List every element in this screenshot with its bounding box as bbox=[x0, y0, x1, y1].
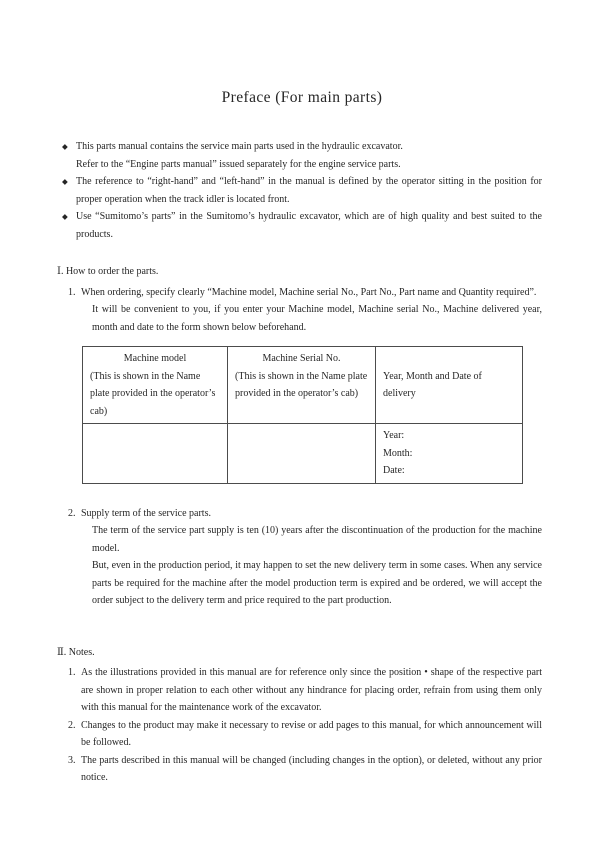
section-2-heading: Ⅱ. Notes. bbox=[57, 646, 95, 658]
section-how-to-order bbox=[57, 263, 542, 610]
item-text-block bbox=[81, 717, 542, 752]
page-title: Preface (For main parts) bbox=[221, 89, 383, 106]
item-paragraph: Changes to the product may make it necessary to revise or add pages to this manual, for which announcement will be followed. bbox=[81, 719, 542, 748]
item-paragraph: The term of the service part supply is ten (10) years after the discontinuation of the production for the machine model. bbox=[92, 525, 542, 554]
bullet-text-block bbox=[76, 173, 542, 208]
bullet-text-block bbox=[76, 208, 542, 243]
order-item-1 bbox=[68, 284, 542, 337]
table-entry-row bbox=[83, 424, 523, 484]
date-label: Date: bbox=[383, 465, 405, 476]
item-number: 2. bbox=[68, 507, 76, 519]
item-paragraph: The parts described in this manual will be changed (including changes in the option), or deleted, without any prior notice. bbox=[81, 754, 542, 783]
diamond-bullet-icon: ◆ bbox=[62, 142, 68, 151]
order-item-2 bbox=[68, 505, 542, 610]
note-item-2 bbox=[68, 717, 542, 752]
month-label: Month: bbox=[383, 447, 413, 459]
item-text-block bbox=[81, 505, 542, 610]
delivery-entry-cell[interactable] bbox=[376, 424, 523, 484]
bullet-paragraph: The reference to “right-hand” and “left-hand” in the manual is defined by the operator sitting in the position for proper operation when the track idler is located front. bbox=[76, 176, 542, 205]
header-machine-model bbox=[83, 347, 228, 424]
diamond-bullet-icon: ◆ bbox=[62, 212, 68, 221]
item-number: 2. bbox=[68, 719, 76, 731]
item-text-block bbox=[81, 664, 542, 717]
section-notes bbox=[57, 644, 542, 787]
header-machine-serial bbox=[228, 347, 376, 424]
cell-title: Year, Month and Date of delivery bbox=[383, 370, 482, 399]
note-item-1 bbox=[68, 664, 542, 717]
bullet-paragraph: Use “Sumitomo’s parts” in the Sumitomo’s hydraulic excavator, which are of high quality and best suited to the products. bbox=[76, 211, 542, 240]
note-item-3 bbox=[68, 752, 542, 787]
item-paragraph: But, even in the production period, it may happen to set the new delivery term in some cases. When any service parts be required for the machine after the model production term is expired and be ordered, we will accept the order subject to the delivery term and price required to the part production. bbox=[92, 560, 542, 606]
machine-model-entry-cell[interactable] bbox=[83, 424, 228, 484]
cell-note: (This is shown in the Name plate provided in the operator’s cab) bbox=[235, 370, 368, 399]
cell-note: (This is shown in the Name plate provided in the operator’s cab) bbox=[90, 370, 216, 417]
item-paragraph: Supply term of the service parts. bbox=[81, 507, 211, 519]
preface-bullet-list bbox=[62, 138, 542, 243]
bullet-paragraph: This parts manual contains the service main parts used in the hydraulic excavator. bbox=[76, 141, 403, 152]
item-number: 3. bbox=[68, 754, 76, 766]
item-text-block bbox=[81, 752, 542, 787]
item-paragraph: When ordering, specify clearly “Machine model, Machine serial No., Part No., Part name and Quantity required”. bbox=[81, 286, 537, 298]
section-1-heading: Ⅰ. How to order the parts. bbox=[57, 266, 159, 277]
table-header-row bbox=[83, 347, 523, 424]
cell-title: Machine model bbox=[123, 353, 187, 364]
bullet-text-block bbox=[76, 138, 542, 173]
cell-title: Machine Serial No. bbox=[262, 353, 341, 364]
bullet-paragraph: Refer to the “Engine parts manual” issued separately for the engine service parts. bbox=[76, 158, 401, 170]
bullet-item bbox=[62, 138, 542, 173]
order-form-table bbox=[82, 346, 523, 484]
year-label: Year: bbox=[383, 430, 405, 441]
item-paragraph: As the illustrations provided in this manual are for reference only since the position • shape of the respective part are shown in proper relation to each other without any hindrance for placing order, refrain from using them only with this manual for the maintenance work of the excavator. bbox=[81, 667, 542, 713]
item-paragraph: It will be convenient to you, if you enter your Machine model, Machine serial No., Machine delivered year, month and date to the form shown below beforehand. bbox=[92, 304, 542, 333]
header-delivery-date bbox=[376, 347, 523, 424]
machine-serial-entry-cell[interactable] bbox=[228, 424, 376, 484]
bullet-item bbox=[62, 173, 542, 208]
diamond-bullet-icon: ◆ bbox=[62, 177, 68, 186]
bullet-item bbox=[62, 208, 542, 243]
item-number: 1. bbox=[68, 667, 76, 678]
item-text-block bbox=[81, 284, 542, 337]
item-number: 1. bbox=[68, 286, 76, 298]
